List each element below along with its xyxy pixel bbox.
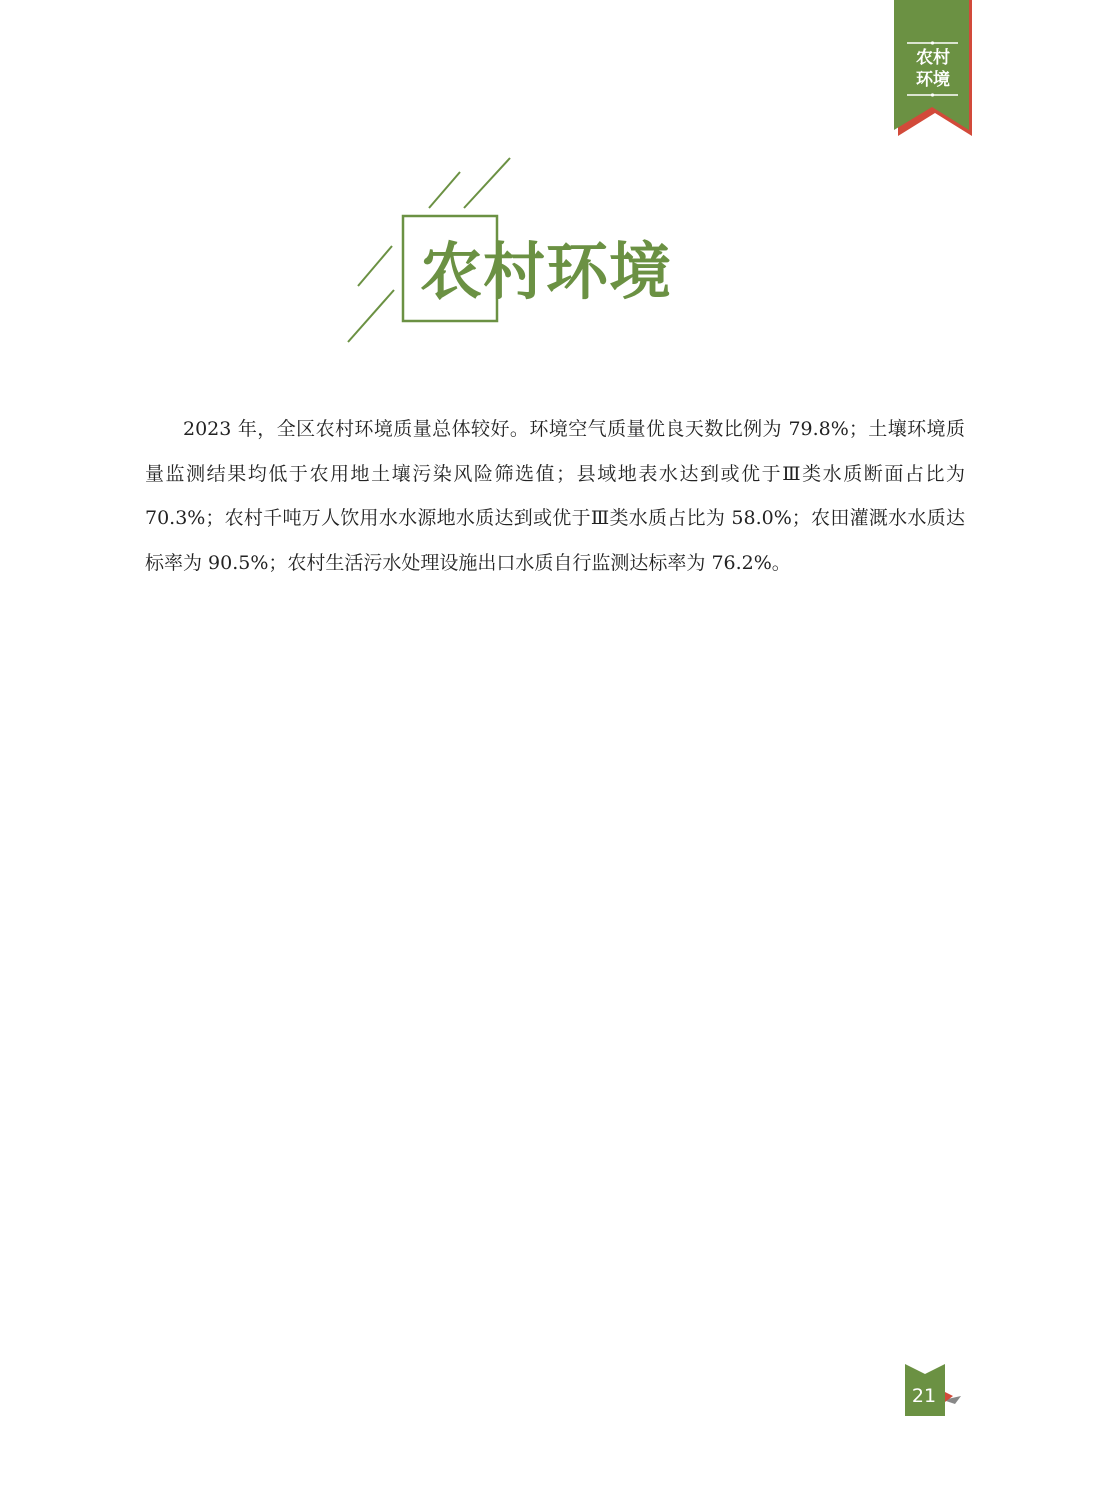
chapter-ribbon	[894, 0, 972, 136]
page-title: 农村环境	[420, 235, 673, 308]
chapter-tab-label-line2: 环境	[916, 70, 950, 90]
chapter-tab-label-line1: 农村	[916, 48, 950, 68]
page-number: 21	[911, 1385, 937, 1407]
page-number-badge	[905, 1364, 965, 1418]
body-paragraph: 2023 年，全区农村环境质量总体较好。环境空气质量优良天数比例为 79.8%；土壤环境质量监测结果均低于农用地土壤污染风险筛选值；县域地表水达到或优于Ⅲ类水质断面占比为 70.3%；农村千吨万人饮用水水源地水质达到或优于Ⅲ类水质占比为 58.0%；农田灌溉水水质达标率为 90.5%；农村生活污水处理设施出口水质自行监测达标率为 76.2%。	[145, 418, 965, 574]
